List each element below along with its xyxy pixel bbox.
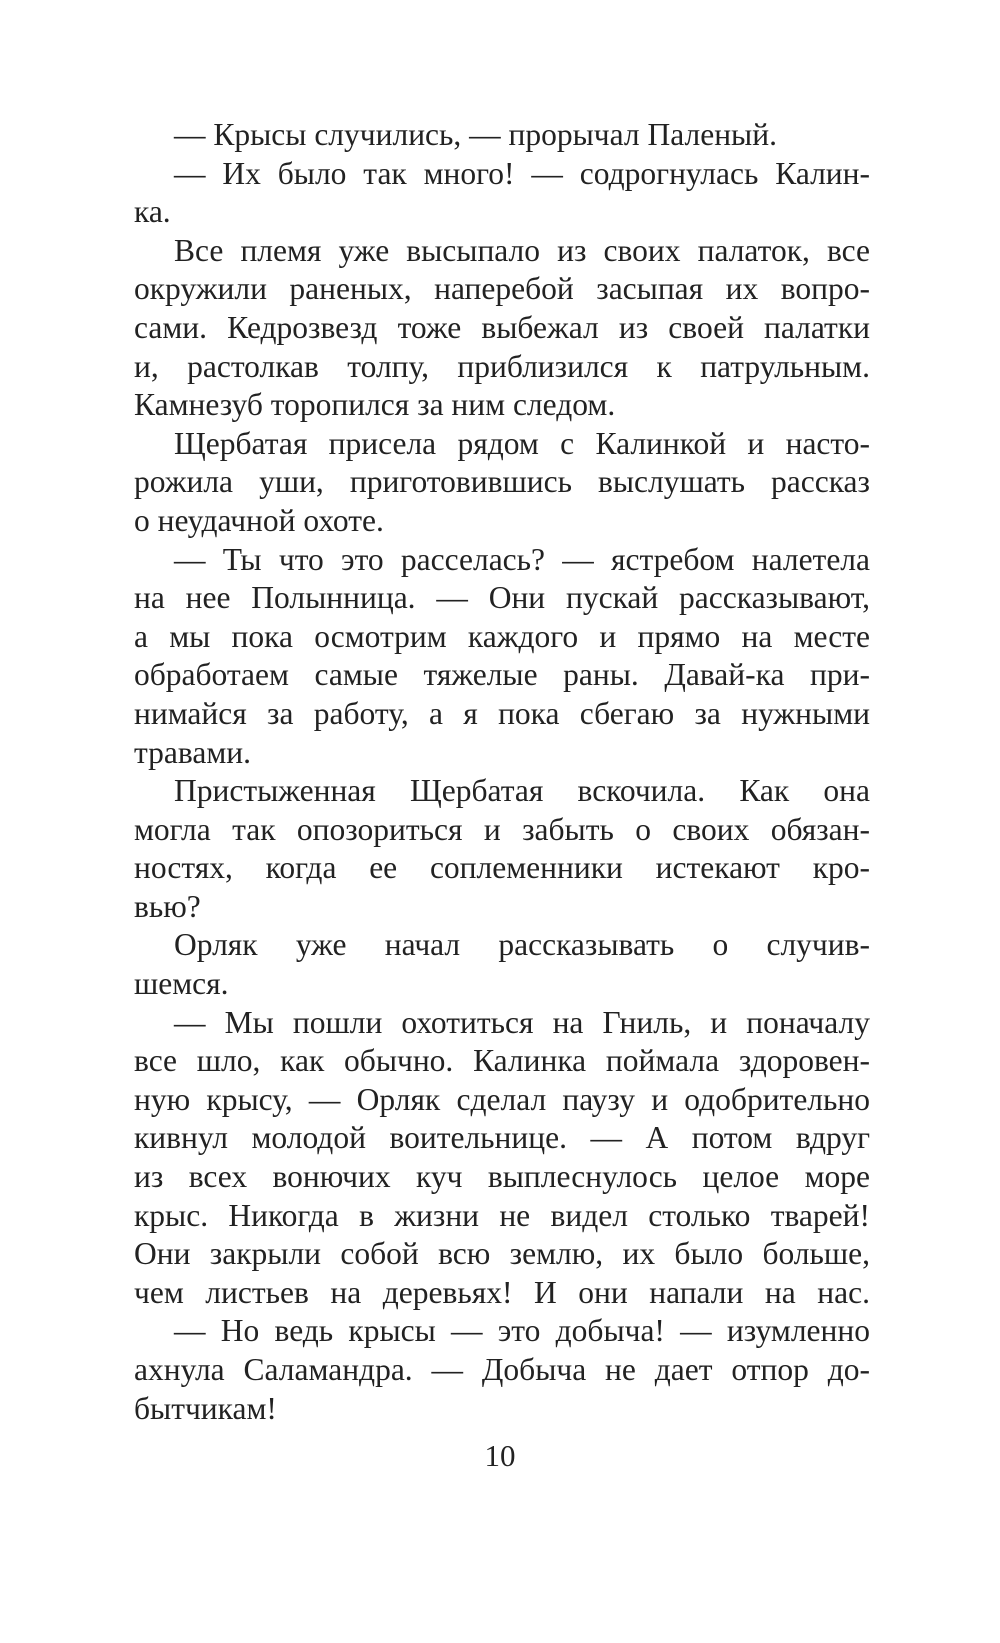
text-line: бытчикам! [134,1390,277,1426]
text-line: кивнул молодой воительнице. — А потом вдруг [134,1120,870,1156]
text-line: — Но ведь крысы — это добыча! — изумленно [174,1313,870,1349]
text-line: вью? [134,888,201,924]
text-line: окружили раненых, наперебой засыпая их вопро- [134,271,870,307]
text-line: нимайся за работу, а я пока сбегаю за нужными [134,695,870,731]
text-line: ную крысу, — Орляк сделал паузу и одобрительно [134,1081,870,1117]
text-line: чем листьев на деревьях! И они напали на нас. [134,1274,870,1310]
text-line: Камнезуб торопился за ним следом. [134,387,616,423]
text-line: сами. Кедрозвезд тоже выбежал из своей палатки [134,309,870,345]
text-line: все шло, как обычно. Калинка поймала здоровен- [134,1043,870,1079]
text-line: Все племя уже высыпало из своих палаток, все [174,232,870,268]
body-text [134,116,870,1428]
text-line: могла так опозориться и забыть о своих обязан- [134,811,870,847]
page-number: 10 [484,1438,516,1473]
text-line: о неудачной охоте. [134,502,384,538]
text-line: рожила уши, приготовившись выслушать рассказ [134,464,870,500]
text-line: — Их было так много! — содрогнулась Калин- [174,155,870,191]
text-line: ностях, когда ее соплеменники истекают кро- [134,850,870,886]
text-line: — Крысы случились, — прорычал Паленый. [174,117,777,152]
text-line: и, растолкав толпу, приблизился к патрульным. [134,348,870,384]
text-line: из всех вонючих куч выплеснулось целое море [134,1159,870,1195]
text-line: а мы пока осмотрим каждого и прямо на месте [134,618,870,654]
text-line: обработаем самые тяжелые раны. Давай-ка при- [134,657,870,693]
text-line: Орляк уже начал рассказывать о случив- [174,927,870,963]
text-line: на нее Полынница. — Они пускай рассказывают, [134,580,870,616]
text-line: — Ты что это расселась? — ястребом налетела [174,541,870,577]
text-line: Щербатая присела рядом с Калинкой и насто- [174,425,870,461]
text-line: травами. [134,734,251,770]
text-line: шемся. [134,966,229,1002]
text-line: ахнула Саламандра. — Добыча не дает отпор до- [134,1352,870,1387]
text-line: крыс. Никогда в жизни не видел столько тварей! [134,1197,870,1233]
text-line: Пристыженная Щербатая вскочила. Как она [174,773,870,809]
text-line: Они закрыли собой всю землю, их было больше, [134,1236,870,1272]
text-line: — Мы пошли охотиться на Гниль, и поначалу [174,1004,870,1040]
text-line: ка. [134,194,171,230]
